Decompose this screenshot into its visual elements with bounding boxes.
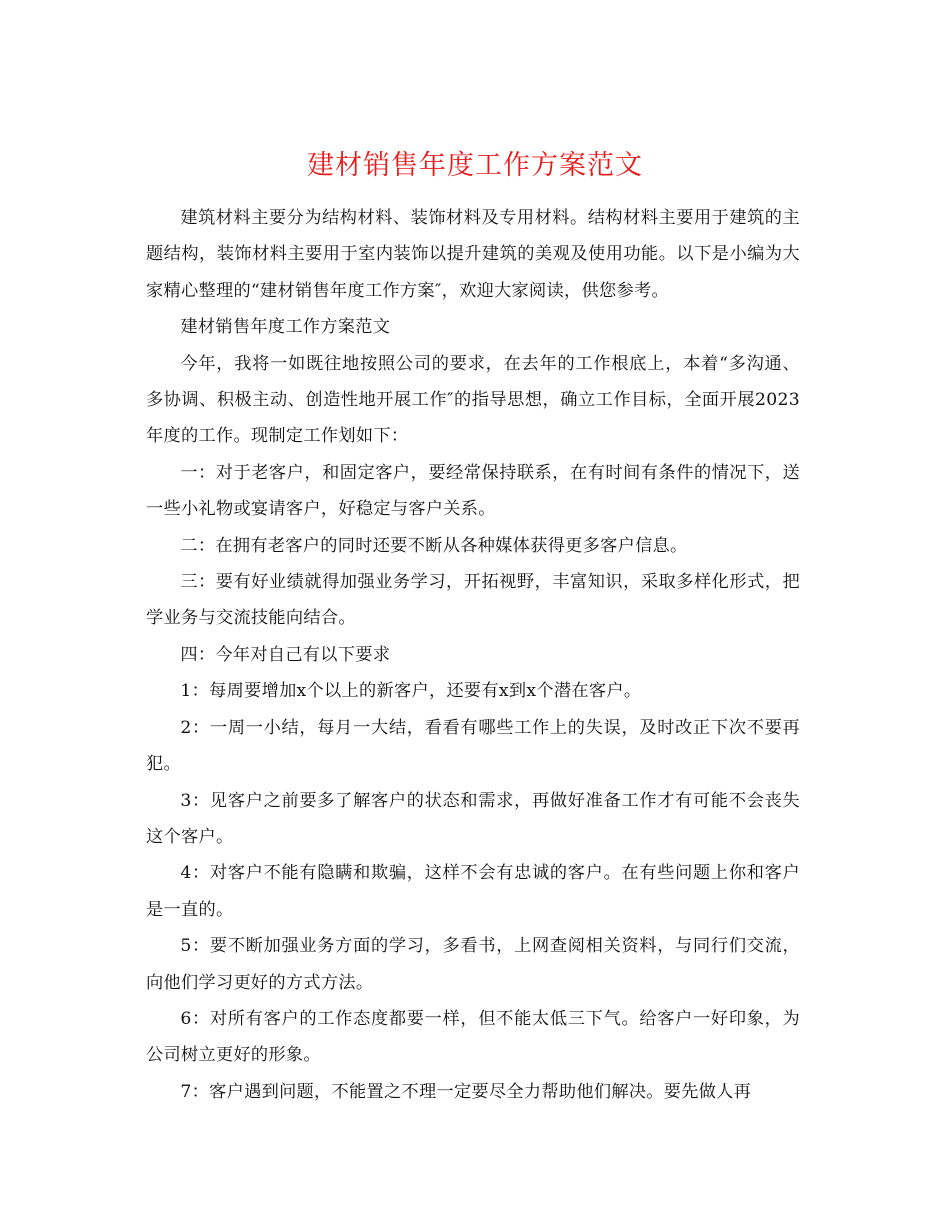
paragraph-requirement-1: 1：每周要增加x个以上的新客户，还要有x到x个潜在客户。 (180, 681, 642, 702)
document-body (146, 200, 800, 1110)
document-title: 建材销售年度工作方案范文 (307, 150, 643, 182)
paragraph-item-4: 四：今年对自己有以下要求 (180, 644, 391, 665)
paragraph-requirement-7: 7：客户遇到问题，不能置之不理一定要尽全力帮助他们解决。要先做人再 (180, 1081, 752, 1102)
paragraph-requirement-3: 3：见客户之前要多了解客户的状态和需求，再做好准备工作才有可能不会丧失这个客户。 (146, 790, 800, 847)
paragraph-subtitle: 建材销售年度工作方案范文 (180, 317, 391, 338)
paragraph-intro: 建筑材料主要分为结构材料、装饰材料及专用材料。结构材料主要用于建筑的主题结构，装饰材料主要用于室内装饰以提升建筑的美观及使用功能。以下是小编为大家精心整理的“建材销售年度工作方案″，欢迎大家阅读，供您参考。 (146, 208, 800, 301)
paragraph-requirement-2: 2：一周一小结，每月一大结，看看有哪些工作上的失误，及时改正下次不要再犯。 (146, 717, 800, 775)
paragraph-plan-intro: 今年，我将一如既往地按照公司的要求，在去年的工作根底上，本着“多沟通、多协调、积极主动、创造性地开展工作″的指导思想，确立工作目标，全面开展2023年度的工作。现制定工作划如下： (146, 353, 800, 447)
paragraph-item-1: 一：对于老客户，和固定客户，要经常保持联系，在有时间有条件的情况下，送一些小礼物或宴请客户，好稳定与客户关系。 (146, 462, 800, 520)
paragraph-requirement-5: 5：要不断加强业务方面的学习，多看书，上网查阅相关资料，与同行们交流，向他们学习更好的方式方法。 (146, 936, 800, 993)
paragraph-requirement-6: 6：对所有客户的工作态度都要一样，但不能太低三下气。给客户一好印象，为公司树立更好的形象。 (146, 1008, 800, 1066)
paragraph-requirement-4: 4：对客户不能有隐瞒和欺骗，这样不会有忠诚的客户。在有些问题上你和客户是一直的。 (146, 863, 800, 920)
paragraph-item-3: 三：要有好业绩就得加强业务学习，开拓视野，丰富知识，采取多样化形式，把学业务与交流技能向结合。 (146, 572, 800, 629)
paragraph-item-2: 二：在拥有老客户的同时还要不断从各种媒体获得更多客户信息。 (180, 535, 688, 556)
